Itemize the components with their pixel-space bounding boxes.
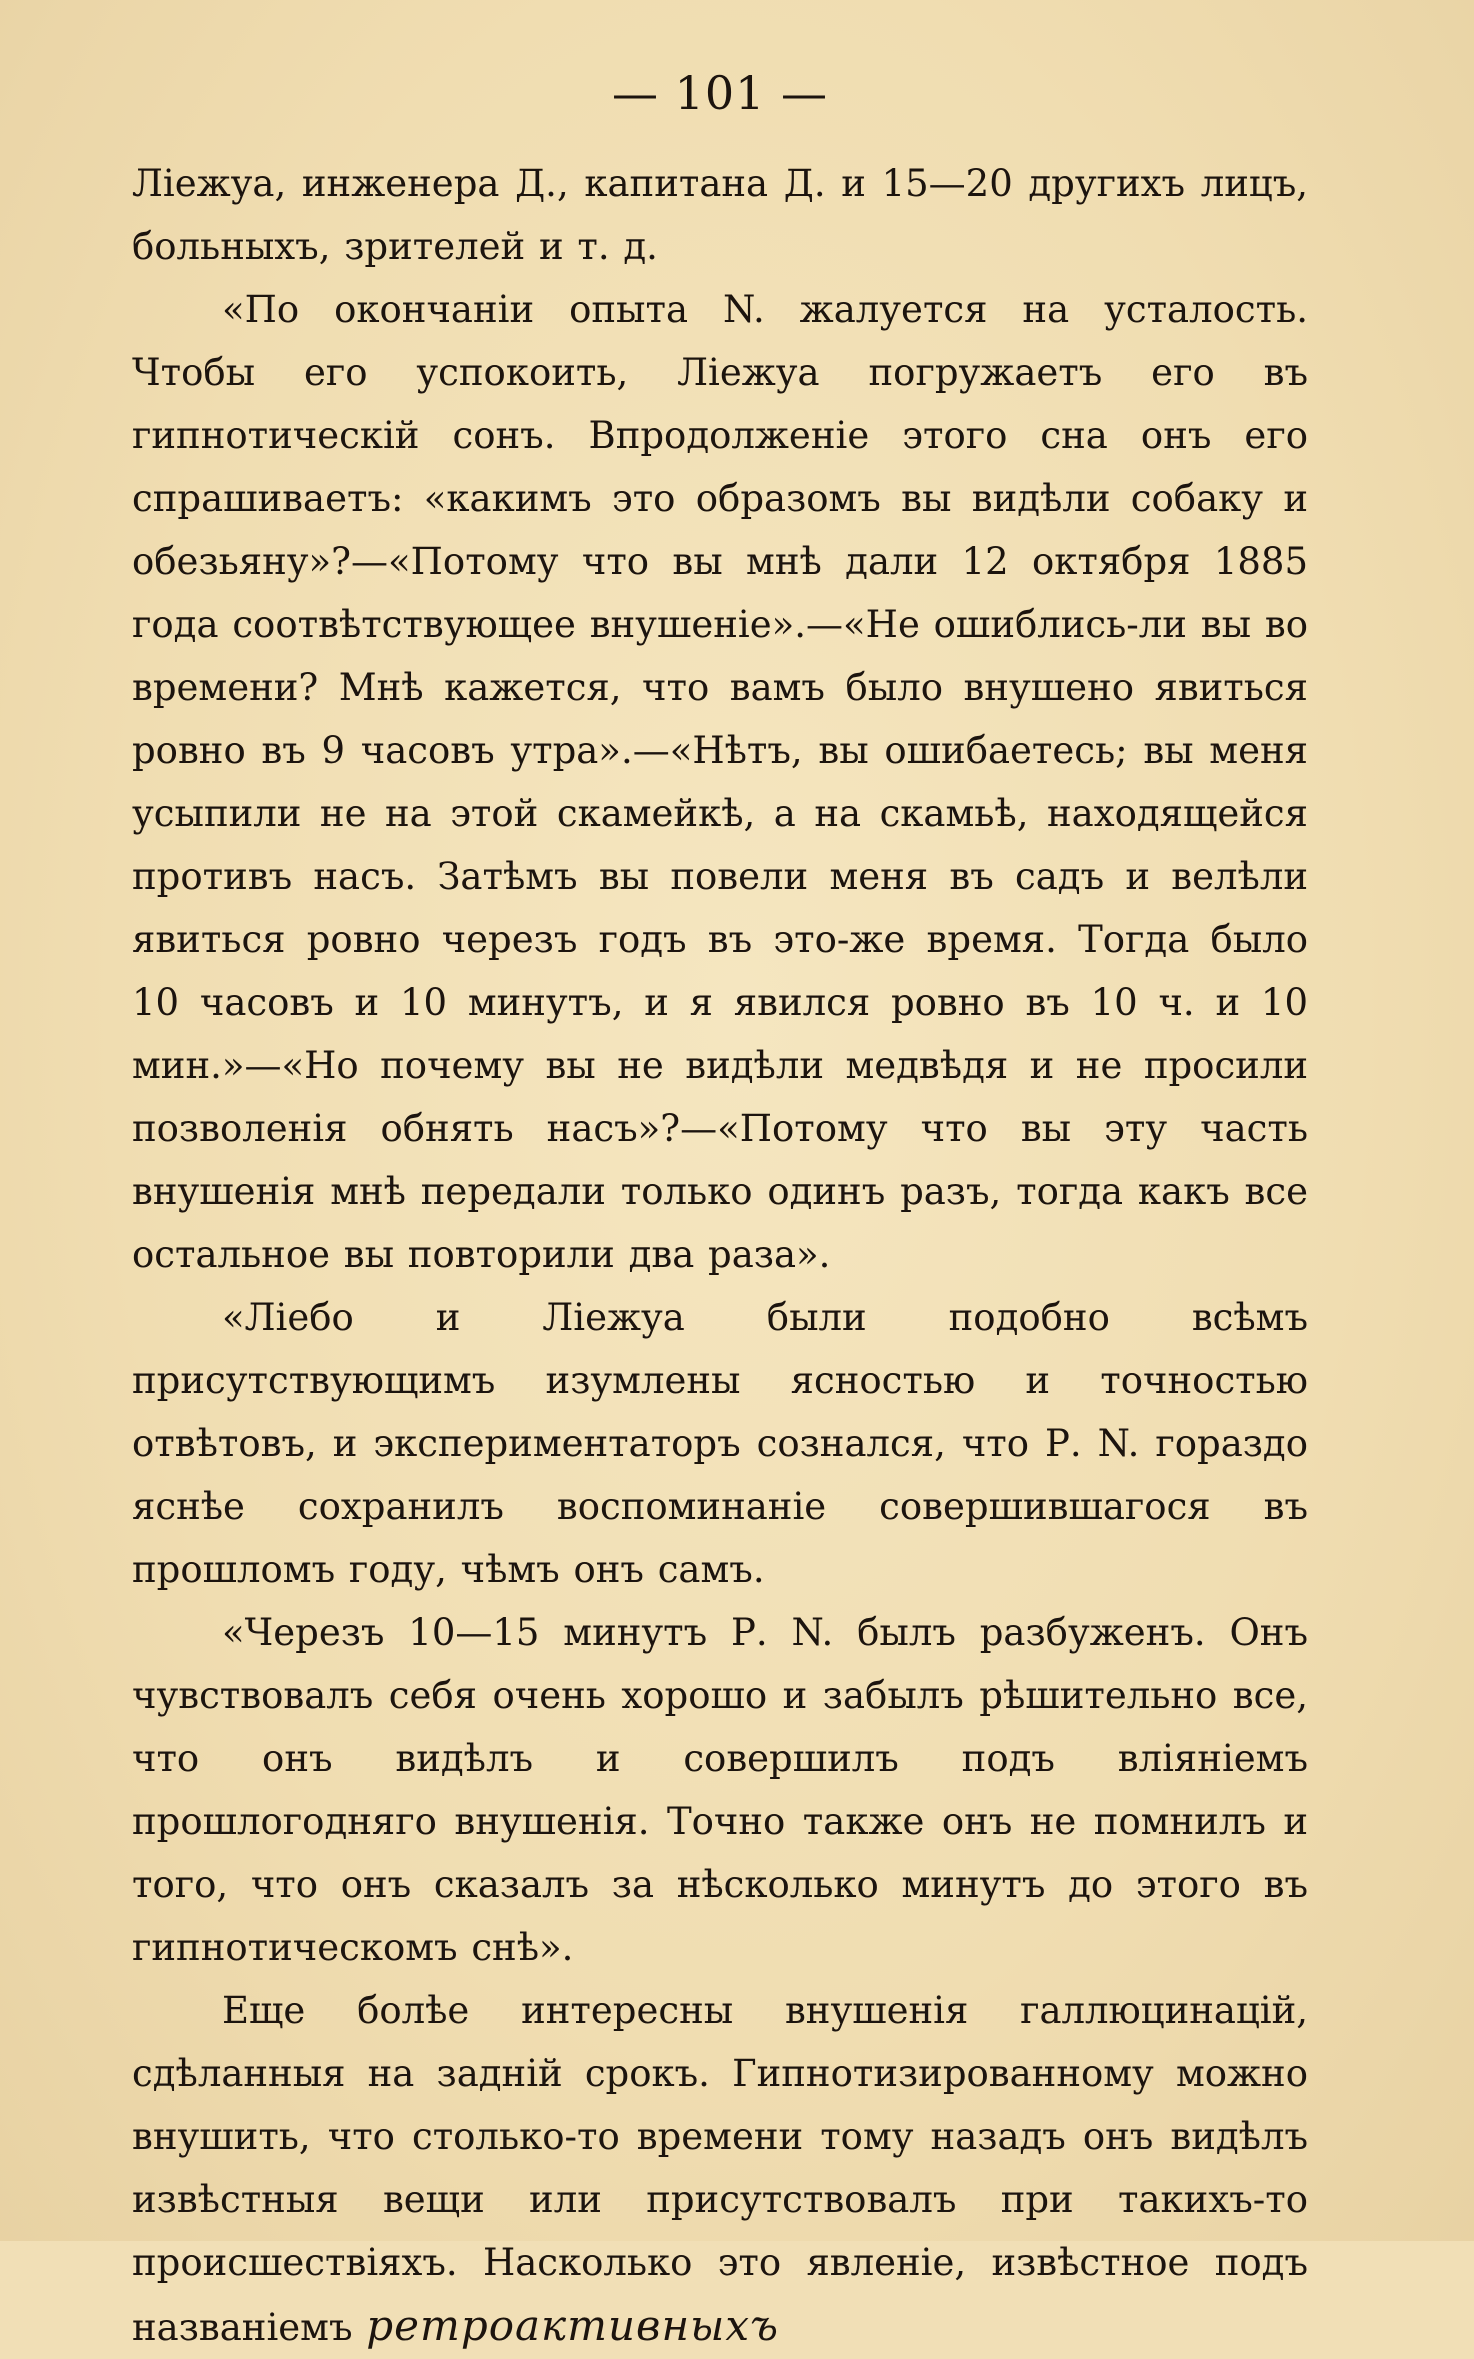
italic-term: ретроактивныхъ: [366, 2301, 780, 2350]
paragraph-text: Еще болѣе интересны внушенія галлюцинацій, сдѣланныя на задній срокъ. Гипнотизированному можно внушить, что столько-то времени тому назадъ онъ видѣлъ извѣстныя вещи или присутствовалъ при такихъ-то происшествіяхъ. Насколько это явленіе, извѣстное подъ названіемъ: [132, 1989, 1308, 2349]
paragraph: «Черезъ 10—15 минутъ Р. N. былъ разбуженъ. Онъ чувствовалъ себя очень хорошо и забылъ рѣшительно все, что онъ видѣлъ и совершилъ подъ вліяніемъ прошлогодняго внушенія. Точно также онъ не помнилъ и того, что онъ сказалъ за нѣсколько минутъ до этого въ гипнотическомъ снѣ».: [132, 1611, 1308, 1969]
body-text: [132, 152, 1308, 2359]
paragraph-last: [132, 1979, 1308, 2359]
paragraph: «По окончаніи опыта N. жалуется на усталость. Чтобы его успокоить, Ліежуа погружаетъ его въ гипнотическій сонъ. Впродолженіе этого сна онъ его спрашиваетъ: «какимъ это образомъ вы видѣли собаку и обезьяну»?—«Потому что вы мнѣ дали 12 октября 1885 года соотвѣтствующее внушеніе».—«Не ошиблись-ли вы во времени? Мнѣ кажется, что вамъ было внушено явиться ровно въ 9 часовъ утра».—«Нѣтъ, вы ошибаетесь; вы меня усыпили не на этой скамейкѣ, а на скамьѣ, находящейся противъ насъ. Затѣмъ вы повели меня въ садъ и велѣли явиться ровно черезъ годъ въ это-же время. Тогда было 10 часовъ и 10 минутъ, и я явился ровно въ 10 ч. и 10 мин.»—«Но почему вы не видѣли медвѣдя и не просили позволенія обнять насъ»?—«Потому что вы эту часть внушенія мнѣ передали только одинъ разъ, тогда какъ все остальное вы повторили два раза».: [132, 288, 1308, 1276]
paragraph: «Ліебо и Ліежуа были подобно всѣмъ присутствующимъ изумлены ясностью и точностью отвѣтовъ, и экспериментаторъ сознался, что Р. N. гораздо яснѣе сохранилъ воспоминаніе совершившагося въ прошломъ году, чѣмъ онъ самъ.: [132, 1296, 1308, 1591]
page-number: — 101 —: [611, 66, 829, 120]
paragraph: Ліежуа, инженера Д., капитана Д. и 15—20 другихъ лицъ, больныхъ, зрителей и т. д.: [132, 162, 1308, 268]
